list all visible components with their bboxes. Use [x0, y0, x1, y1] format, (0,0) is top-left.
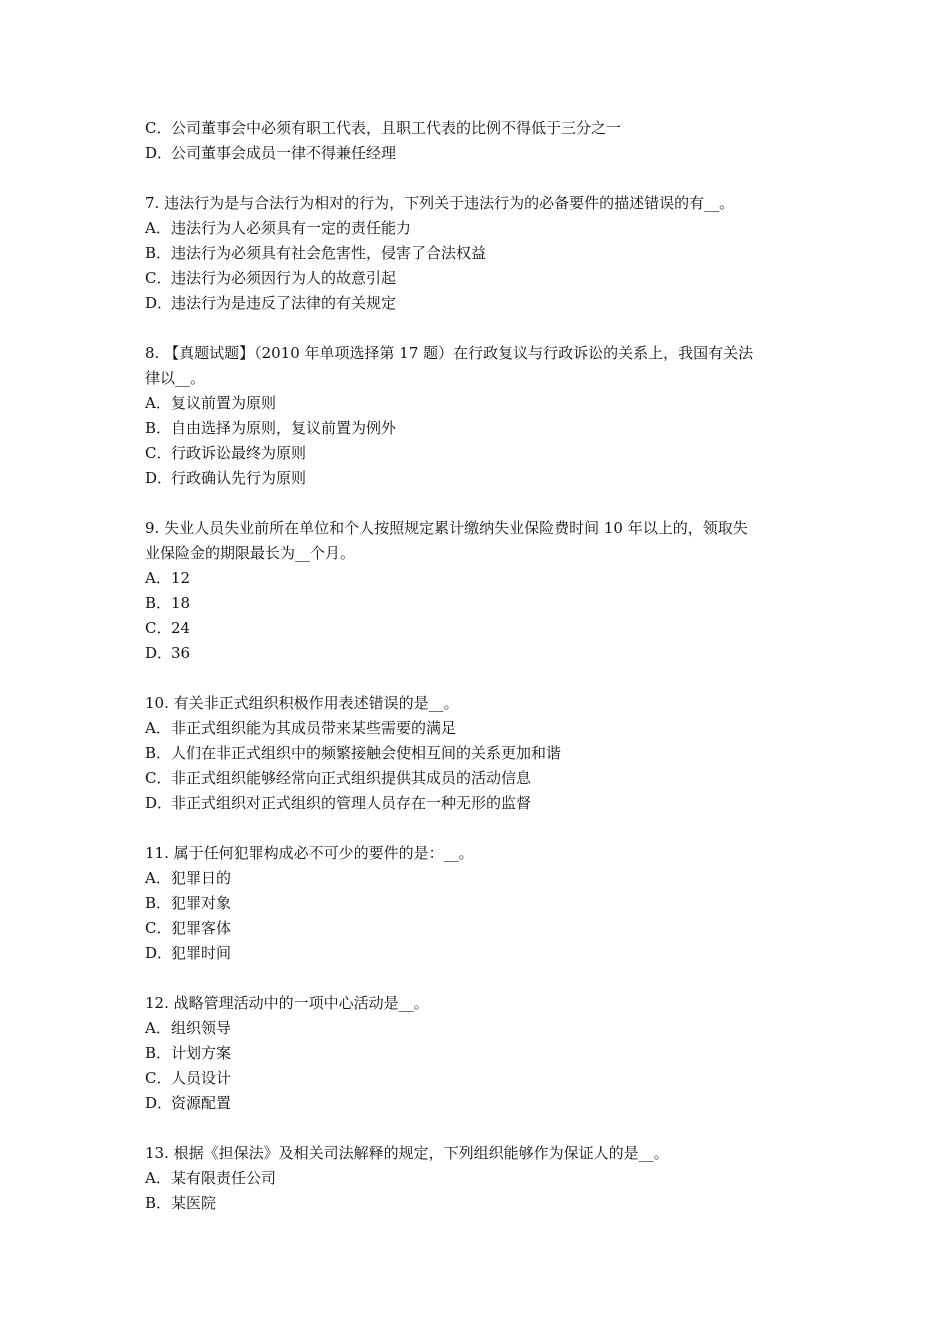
option-a: A．非正式组织能为其成员带来某些需要的满足: [145, 719, 457, 737]
option-c: C．非正式组织能够经常向正式组织提供其成员的活动信息: [145, 769, 532, 787]
question-stem: 12. 战略管理活动中的一项中心活动是__。: [145, 994, 429, 1012]
option-d: D．36: [145, 644, 191, 662]
question-stem: 10. 有关非正式组织积极作用表述错误的是__。: [145, 694, 459, 712]
question-stem: 8. 【真题试题】（2010 年单项选择第 17 题）在行政复议与行政诉讼的关系上，我国有关法: [145, 344, 754, 362]
option-d: D．犯罪时间: [145, 944, 232, 962]
question-stem: 13. 根据《担保法》及相关司法解释的规定，下列组织能够作为保证人的是__。: [145, 1144, 669, 1162]
question-9: [145, 516, 815, 666]
question-stem-continued: 业保险金的期限最长为__个月。: [145, 544, 356, 562]
question-stem: 7. 违法行为是与合法行为相对的行为，下列关于违法行为的必备要件的描述错误的有__。: [145, 194, 735, 212]
option-d: D．违法行为是违反了法律的有关规定: [145, 294, 397, 312]
option-b: B．人们在非正式组织中的频繁接触会使相互间的关系更加和谐: [145, 744, 562, 762]
option-b: B．18: [145, 594, 191, 612]
option-d: D．资源配置: [145, 1094, 232, 1112]
option-b: B．违法行为必须具有社会危害性，侵害了合法权益: [145, 244, 487, 262]
option-c: C．公司董事会中必须有职工代表，且职工代表的比例不得低于三分之一: [145, 119, 622, 137]
question-list: [145, 116, 815, 1241]
question-8: [145, 341, 815, 491]
question-stem: 9. 失业人员失业前所在单位和个人按照规定累计缴纳失业保险费时间 10 年以上的，领取失: [145, 519, 748, 537]
question-11: [145, 841, 815, 966]
question-10: [145, 691, 815, 816]
option-a: A．12: [145, 569, 191, 587]
option-d: D．非正式组织对正式组织的管理人员存在一种无形的监督: [145, 794, 532, 812]
question-7: [145, 191, 815, 316]
option-a: A．违法行为人必须具有一定的责任能力: [145, 219, 412, 237]
option-b: B．犯罪对象: [145, 894, 232, 912]
option-a: A．某有限责任公司: [145, 1169, 277, 1187]
option-b: B．计划方案: [145, 1044, 232, 1062]
option-c: C．24: [145, 619, 191, 637]
question-stem-continued: 律以__。: [145, 369, 206, 387]
option-a: A．组织领导: [145, 1019, 232, 1037]
option-a: A．犯罪日的: [145, 869, 232, 887]
option-a: A．复议前置为原则: [145, 394, 277, 412]
option-b: B．某医院: [145, 1194, 217, 1212]
option-c: C．违法行为必须因行为人的故意引起: [145, 269, 397, 287]
option-c: C．行政诉讼最终为原则: [145, 444, 307, 462]
option-d: D．行政确认先行为原则: [145, 469, 307, 487]
question-6-tail: [145, 116, 815, 166]
option-c: C．犯罪客体: [145, 919, 232, 937]
question-13: [145, 1141, 815, 1216]
question-stem: 11. 属于任何犯罪构成必不可少的要件的是：__。: [145, 844, 474, 862]
option-c: C．人员设计: [145, 1069, 232, 1087]
question-12: [145, 991, 815, 1116]
option-d: D．公司董事会成员一律不得兼任经理: [145, 144, 397, 162]
option-b: B．自由选择为原则，复议前置为例外: [145, 419, 397, 437]
